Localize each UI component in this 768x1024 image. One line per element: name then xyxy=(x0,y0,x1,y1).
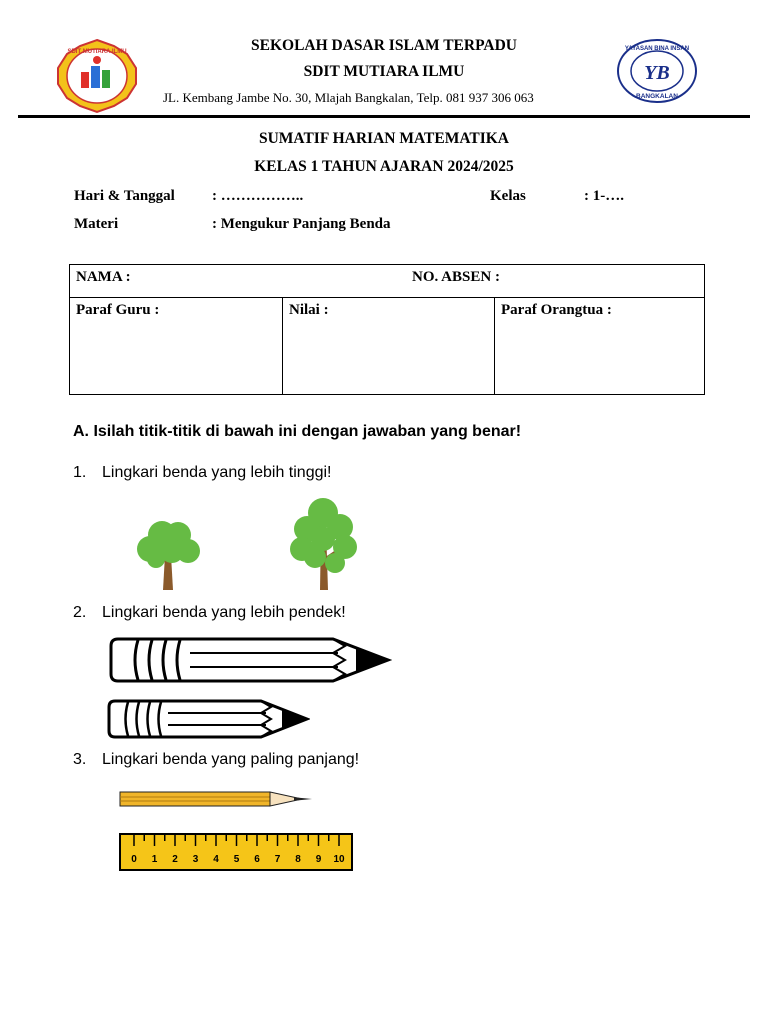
tall-tree-image[interactable] xyxy=(285,497,361,591)
ruler-number: 10 xyxy=(333,854,345,865)
ruler-number: 6 xyxy=(254,854,260,865)
score-label: Nilai : xyxy=(289,302,329,318)
topic-label: Materi xyxy=(74,216,119,232)
ruler-number: 4 xyxy=(213,854,219,865)
student-identity-table xyxy=(69,264,705,395)
absen-label: NO. ABSEN : xyxy=(412,269,500,285)
teacher-sign-label: Paraf Guru : xyxy=(76,302,160,318)
ruler-number: 3 xyxy=(192,854,199,865)
question-2-number: 2. xyxy=(73,604,87,621)
class-value: : 1-…. xyxy=(584,188,624,204)
test-title: SUMATIF HARIAN MATEMATIKA xyxy=(258,130,509,147)
ruler-number: 1 xyxy=(151,854,158,865)
question-3-text: Lingkari benda yang paling panjang! xyxy=(102,751,360,768)
question-1-text: Lingkari benda yang lebih tinggi! xyxy=(102,464,332,481)
ruler-image[interactable] xyxy=(118,832,354,872)
ruler-number: 0 xyxy=(131,854,137,865)
name-label: NAMA : xyxy=(76,269,131,285)
svg-text:YB: YB xyxy=(644,62,670,84)
topic-value: : Mengukur Panjang Benda xyxy=(212,216,391,232)
yellow-pencil-image[interactable] xyxy=(118,789,314,809)
question-3-number: 3. xyxy=(73,751,87,768)
short-pencil-image[interactable] xyxy=(106,698,310,740)
school-address: JL. Kembang Jambe No. 30, Mlajah Bangkalan, Telp. 081 937 306 063 xyxy=(163,90,534,105)
parent-sign-cell xyxy=(495,298,705,395)
short-tree-image[interactable] xyxy=(132,515,204,591)
question-2-text: Lingkari benda yang lebih pendek! xyxy=(102,604,346,621)
ruler-number: 7 xyxy=(274,854,281,865)
ruler-number: 8 xyxy=(295,854,301,865)
test-subtitle: KELAS 1 TAHUN AJARAN 2024/2025 xyxy=(254,158,514,175)
ruler-number: 2 xyxy=(172,854,178,865)
long-pencil-image[interactable] xyxy=(108,636,392,684)
foundation-logo-right xyxy=(616,38,698,104)
svg-text:YAYASAN BINA INSAN: YAYASAN BINA INSAN xyxy=(624,46,690,52)
name-absen-row xyxy=(70,265,705,298)
teacher-sign-cell xyxy=(70,298,283,395)
header-divider xyxy=(18,115,750,118)
question-1-number: 1. xyxy=(73,464,87,481)
school-short-name: SDIT MUTIARA ILMU xyxy=(303,63,465,80)
date-label: Hari & Tanggal xyxy=(74,188,175,204)
date-value: : …………….. xyxy=(212,188,304,204)
school-name: SEKOLAH DASAR ISLAM TERPADU xyxy=(251,37,517,54)
parent-sign-label: Paraf Orangtua : xyxy=(501,302,612,318)
class-label: Kelas xyxy=(490,188,526,204)
score-cell xyxy=(283,298,495,395)
section-heading: A. Isilah titik-titik di bawah ini dengan jawaban yang benar! xyxy=(73,423,522,440)
svg-text:SDIT MUTIARA ILMU: SDIT MUTIARA ILMU xyxy=(67,49,127,55)
ruler-number: 5 xyxy=(233,854,240,865)
ruler-number: 9 xyxy=(315,854,322,865)
svg-text:BANGKALAN: BANGKALAN xyxy=(636,93,678,100)
